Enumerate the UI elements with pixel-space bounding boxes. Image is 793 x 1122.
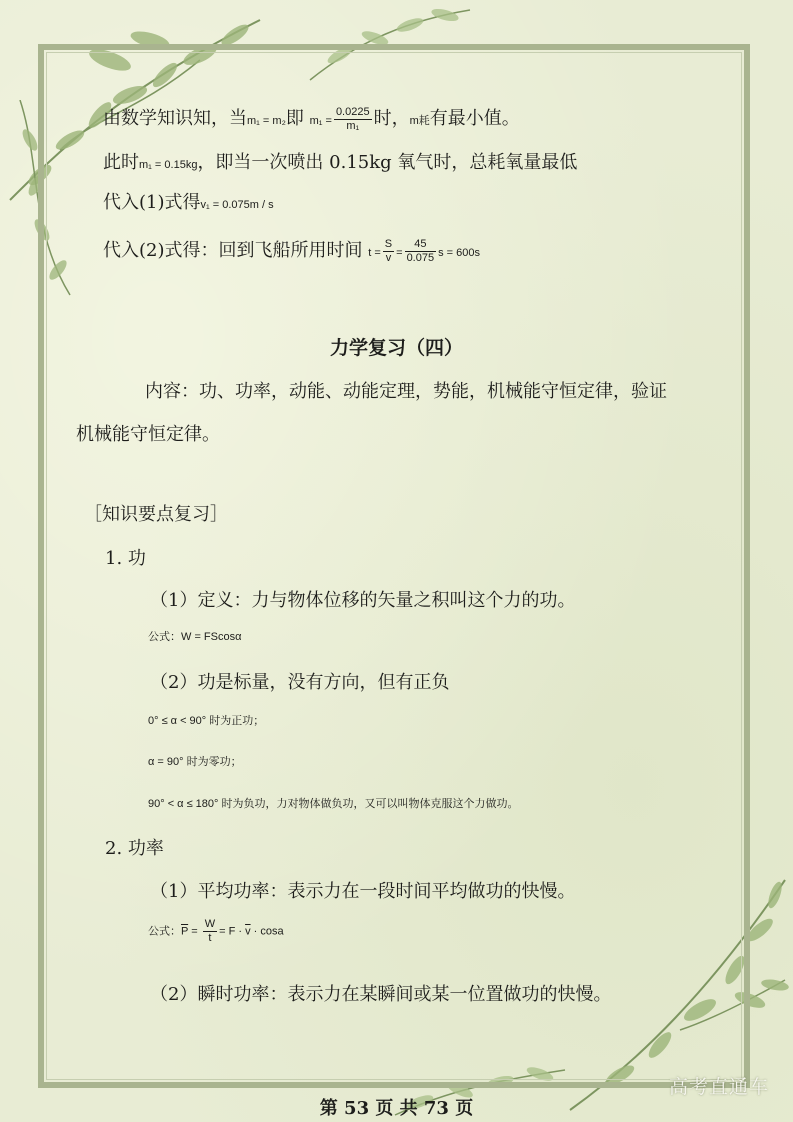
fraction-denominator: v (385, 251, 392, 264)
power-average: （1）平均功率：表示力在一段时间平均做功的快慢。 (150, 881, 576, 902)
fraction-denominator: t (208, 932, 212, 944)
work-case-negative: 90° < α ≤ 180° 时为负功，力对物体做负功，又可以叫物体克服这个力做功。 (148, 798, 519, 810)
fraction-numerator: S (384, 237, 393, 250)
formula-symbol: $\overline{v}$ (245, 925, 251, 938)
power-heading: 2. 功率 (105, 838, 164, 859)
work-formula: 公式：W = FScosα (148, 631, 242, 643)
intro-line-2 (103, 148, 577, 174)
formula-operator: · cosa (253, 925, 284, 938)
fraction (383, 238, 394, 265)
equation: t = (368, 247, 381, 259)
formula-symbol: $\overline{P}$ (181, 925, 189, 938)
content-line-1: 内容：功、功率，动能、动能定理，势能，机械能守恒定律，验证 (145, 381, 667, 402)
intro-line-3 (103, 188, 274, 214)
text: 有最小值。 (429, 108, 520, 129)
text: 此时 (103, 152, 139, 173)
formula-operator: = F · (219, 925, 243, 938)
text: 时， (373, 108, 410, 129)
text: 代入(2)式得：回到飞船所用时间 (103, 240, 363, 261)
equation: m₁ = 0.15kg (139, 159, 198, 171)
fraction (203, 918, 217, 945)
work-case-positive: 0° ≤ α < 90° 时为正功； (148, 715, 265, 727)
work-scalar: （2）功是标量，没有方向，但有正负 (150, 672, 450, 693)
fraction-denominator: 0.075 (406, 251, 435, 264)
power-instant: （2）瞬时功率：表示力在某瞬间或某一位置做功的快慢。 (150, 984, 612, 1005)
work-definition: （1）定义：力与物体位移的矢量之积叫这个力的功。 (150, 590, 576, 611)
work-case-zero: α = 90° 时为零功； (148, 756, 242, 768)
equation: m₁ = (309, 115, 332, 127)
fraction (334, 106, 372, 133)
fraction-numerator: W (204, 918, 216, 930)
equation: m₁ = m₂ (247, 115, 286, 127)
fraction-denominator: m₁ (346, 119, 360, 132)
work-heading: 1. 功 (105, 548, 146, 569)
equation: = (396, 247, 403, 259)
equation: s = 600s (438, 247, 480, 259)
fraction-numerator: 0.0225 (335, 105, 370, 118)
page-number: 第 53 页 共 73 页 (319, 1098, 474, 1119)
equation: m耗 (409, 115, 430, 127)
equation: v₁ = 0.075m / s (200, 199, 274, 211)
power-formula (148, 918, 284, 945)
fraction (405, 238, 437, 265)
intro-line-1 (103, 104, 520, 133)
intro-line-4 (103, 236, 480, 265)
section-title: 力学复习（四） (329, 337, 463, 359)
text: 代入(1)式得 (103, 192, 201, 213)
text: ，即当一次喷出 0.15kg 氧气时，总耗氧量最低 (197, 152, 578, 173)
formula-label: 公式： (148, 925, 181, 938)
review-heading: ［知识要点复习］ (84, 504, 228, 525)
content-line-2: 机械能守恒定律。 (76, 424, 220, 445)
fraction-numerator: 45 (405, 238, 437, 252)
formula-operator: = (191, 925, 198, 938)
text: 即 (285, 108, 304, 129)
watermark: 高考直通车 (668, 1077, 769, 1098)
text: 由数学知识知，当 (103, 108, 247, 129)
